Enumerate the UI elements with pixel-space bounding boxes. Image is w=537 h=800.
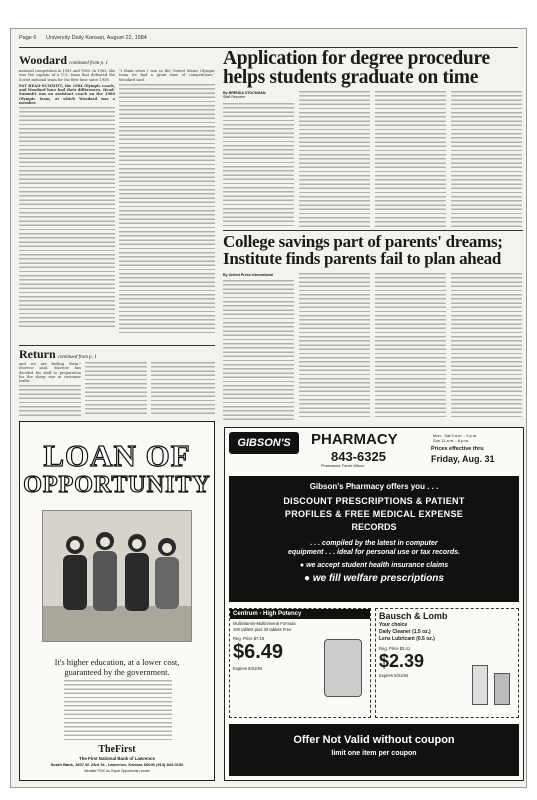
gibsons-logo: GIBSON'S <box>229 432 299 454</box>
loan-title-2: OPPORTUNITY <box>23 472 211 498</box>
paper-name: University Daily Kansan, August 22, 1984 <box>45 35 147 41</box>
college-rule <box>223 230 523 231</box>
bullet-icon: ● <box>299 562 305 569</box>
bullet-icon: ● <box>304 573 311 584</box>
pharmacy-ad <box>224 427 524 781</box>
students-photo <box>42 510 192 642</box>
bank-logo: TheFirst <box>98 744 136 755</box>
bl-choice: Your choice <box>379 622 408 628</box>
bl-expiry: Expires 8/31/84 <box>379 673 409 678</box>
application-column-3 <box>375 91 446 229</box>
centrum-title: Centrum - High Potency <box>230 609 370 619</box>
loan-title-1: LOAN OF <box>43 438 191 473</box>
bank-member: Member FDIC An Equal Opportunity Lender <box>84 769 150 773</box>
college-column-1 <box>223 280 294 420</box>
price-label: Prices effective thru <box>431 446 484 452</box>
bank-address: South Bank, 1807 W. 23rd St., Lawrence, Kansas 66046 (913) 843-0152 <box>50 762 184 767</box>
offers-block <box>229 476 519 602</box>
page-header <box>19 35 518 45</box>
price-date: Friday, Aug. 31 <box>431 454 495 464</box>
offers-title: Gibson's Pharmacy offers you . . . <box>309 482 439 491</box>
bl-price: $2.39 <box>379 651 425 671</box>
loan-ad <box>19 421 215 781</box>
loan-body <box>64 680 172 740</box>
bausch-lomb-coupon[interactable] <box>375 608 519 718</box>
return-headline: Return continued from p. 1 <box>19 347 97 361</box>
newspaper-page <box>10 28 527 788</box>
woodard-column-2: "I think when I was in the United States Olympic team we had a great time of competitions," Woodard said. <box>119 69 215 345</box>
bl-reg-price: Reg. Price $3.41 <box>379 646 411 651</box>
bl-bottle-1 <box>472 665 488 705</box>
pharmacist: Pharmacist: Farrel Wilcox <box>321 464 365 468</box>
application-column-2 <box>299 91 370 229</box>
insurance-line: ● we accept student health insurance claims <box>299 562 449 569</box>
woodard-headline: Woodard continued from p. 1 <box>19 53 108 67</box>
offer-line-2: PROFILES & FREE MEDICAL EXPENSE <box>284 509 464 519</box>
centrum-coupon[interactable] <box>229 608 371 718</box>
bl-cleaner: Daily Cleaner (1.5 oz.) <box>379 629 431 635</box>
college-column-4 <box>451 273 522 420</box>
offer-valid-line: Offer Not Valid without coupon <box>293 734 455 746</box>
bl-title: Bausch & Lomb <box>379 611 448 621</box>
coupon-footer <box>229 724 519 776</box>
limit-line: limit one item per coupon <box>331 750 417 757</box>
offer-line-3: RECORDS <box>351 522 397 532</box>
return-column-1: and we are feeling them," Morrow said. Morrow has decided his staff to preparation for the sharp rise in customer traffic. <box>19 362 81 416</box>
centrum-price: $6.49 <box>233 641 284 663</box>
college-headline: College savings part of parents' dreams; Institute finds parents fail to plan ahead <box>223 232 503 268</box>
application-column-4 <box>451 91 522 229</box>
application-byline: By BRENDA STOCKMAN Staff Reporter <box>223 91 266 99</box>
page-number: Page 6 <box>19 35 37 41</box>
return-column-3 <box>151 362 215 416</box>
application-headline: Application for degree procedure helps students graduate on time <box>223 48 490 88</box>
loan-tagline: It's higher education, at a lower cost, guaranteed by the government. <box>54 657 180 677</box>
college-byline: By United Press International <box>223 273 274 277</box>
centrum-desc: Multivitamin-Multimineral Formula <box>233 621 296 626</box>
centrum-count: 100 tablets plus 30 tablets Free <box>233 627 292 632</box>
return-rule <box>19 345 215 346</box>
bank-name: The First National Bank of Lawrence <box>79 756 155 761</box>
woodard-column-1: national competition in 1981 and 1983. In 1983, she was the captain of a U.S. team that defeated the Soviet national team for the first time since 1958. PAT HEAD-SUMMITT, the 1984 Olympic coach, and Woodard have had their differences. Head-Summitt was an assistant coach on the 1980 Olympic team, at which Woodard was a member. <box>19 69 115 345</box>
store-hours: Mon - Sat 9 a.m. - 9 p.m. Sun 11 a.m. - 6 p.m. <box>433 433 478 443</box>
offer-line-1: DISCOUNT PRESCRIPTIONS & PATIENT <box>283 496 465 506</box>
application-column-1 <box>223 103 294 229</box>
welfare-line: ● we fill welfare prescriptions <box>304 573 444 584</box>
compiled-line: . . . compiled by the latest in computer <box>310 540 438 547</box>
return-column-2 <box>85 362 147 416</box>
equipment-line: equipment . . . ideal for personal use or tax records. <box>288 549 460 556</box>
centrum-reg-price: Reg. Price $7.19 <box>233 636 265 641</box>
college-column-2 <box>299 273 370 420</box>
centrum-expiry: Expires 8/31/84 <box>233 666 263 671</box>
bl-bottle-2 <box>494 673 510 705</box>
college-column-3 <box>375 273 446 420</box>
pharmacy-phone: 843-6325 <box>331 449 386 464</box>
bl-lubricant: Lens Lubricant (0.5 oz.) <box>379 636 435 642</box>
pharmacy-title: PHARMACY <box>311 431 398 448</box>
centrum-bottle <box>324 639 362 697</box>
